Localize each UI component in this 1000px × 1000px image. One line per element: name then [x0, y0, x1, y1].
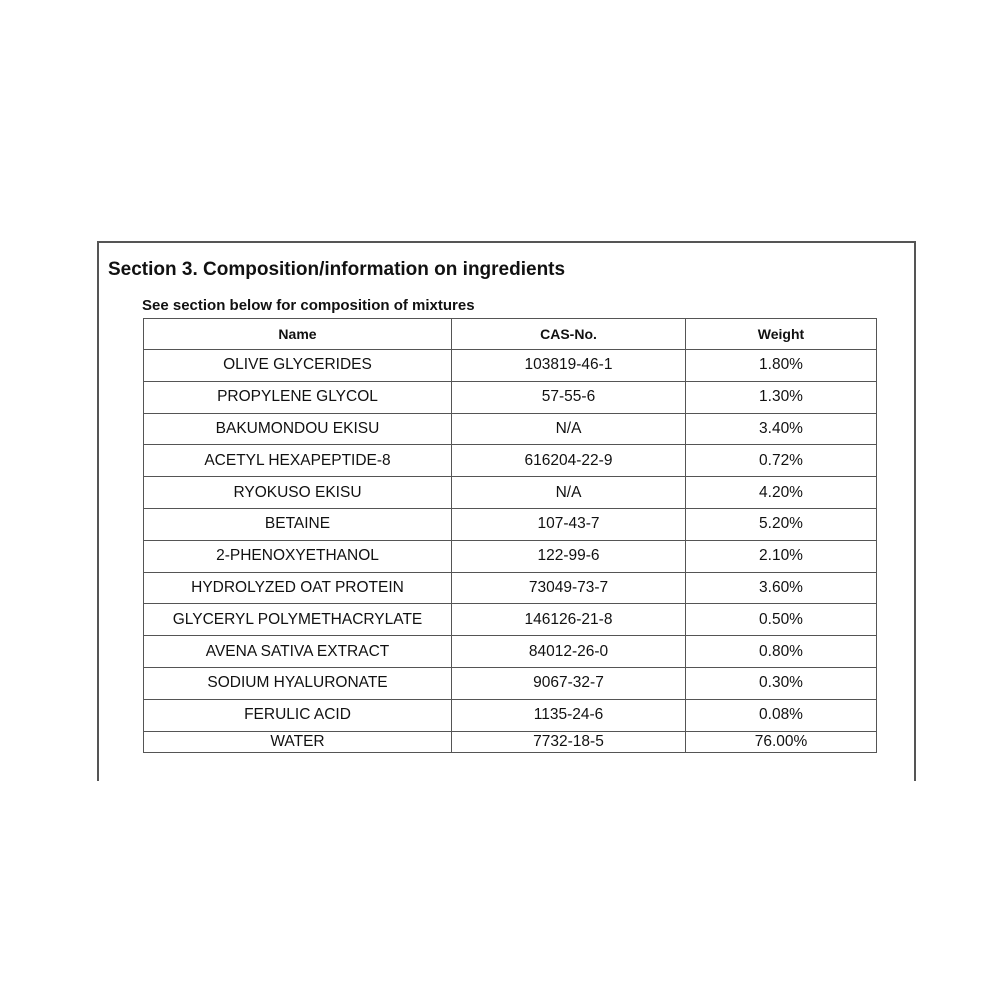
ingredient-name: GLYCERYL POLYMETHACRYLATE: [144, 604, 452, 636]
ingredient-name: WATER: [144, 731, 452, 752]
table-row: [144, 540, 877, 572]
ingredient-cas: 1135-24-6: [452, 699, 686, 731]
table-row: [144, 413, 877, 445]
table-header-row: [144, 319, 877, 350]
table-row: [144, 604, 877, 636]
ingredient-weight: 76.00%: [686, 731, 877, 752]
ingredient-weight: 0.80%: [686, 636, 877, 668]
ingredient-weight: 0.72%: [686, 445, 877, 477]
table-row: [144, 636, 877, 668]
ingredient-cas: 7732-18-5: [452, 731, 686, 752]
column-header-weight: Weight: [686, 319, 877, 350]
section-title: Section 3. Composition/information on ingredients: [108, 259, 566, 280]
composition-table: [143, 318, 877, 753]
ingredient-cas: N/A: [452, 413, 686, 445]
ingredient-name: AVENA SATIVA EXTRACT: [144, 636, 452, 668]
ingredient-name: OLIVE GLYCERIDES: [144, 350, 452, 382]
ingredient-weight: 0.50%: [686, 604, 877, 636]
table-row: [144, 667, 877, 699]
ingredient-weight: 4.20%: [686, 477, 877, 509]
table-row: [144, 350, 877, 382]
table-row: [144, 572, 877, 604]
ingredient-name: ACETYL HEXAPEPTIDE-8: [144, 445, 452, 477]
table-row: [144, 477, 877, 509]
ingredient-weight: 3.40%: [686, 413, 877, 445]
ingredient-name: BAKUMONDOU EKISU: [144, 413, 452, 445]
ingredient-cas: 122-99-6: [452, 540, 686, 572]
ingredient-weight: 0.30%: [686, 667, 877, 699]
ingredient-cas: 616204-22-9: [452, 445, 686, 477]
ingredient-cas: 146126-21-8: [452, 604, 686, 636]
table-row: [144, 508, 877, 540]
ingredient-weight: 3.60%: [686, 572, 877, 604]
ingredient-name: BETAINE: [144, 508, 452, 540]
ingredient-cas: 73049-73-7: [452, 572, 686, 604]
ingredient-weight: 2.10%: [686, 540, 877, 572]
ingredient-cas: 9067-32-7: [452, 667, 686, 699]
ingredient-weight: 1.30%: [686, 381, 877, 413]
ingredient-name: RYOKUSO EKISU: [144, 477, 452, 509]
table-row: [144, 381, 877, 413]
ingredient-weight: 0.08%: [686, 699, 877, 731]
column-header-cas: CAS-No.: [452, 319, 686, 350]
composition-section: [97, 241, 916, 781]
ingredient-cas: 57-55-6: [452, 381, 686, 413]
ingredient-name: 2-PHENOXYETHANOL: [144, 540, 452, 572]
ingredient-name: HYDROLYZED OAT PROTEIN: [144, 572, 452, 604]
table-row: [144, 731, 877, 752]
ingredient-weight: 5.20%: [686, 508, 877, 540]
ingredient-name: FERULIC ACID: [144, 699, 452, 731]
ingredient-cas: 103819-46-1: [452, 350, 686, 382]
ingredient-weight: 1.80%: [686, 350, 877, 382]
table-row: [144, 699, 877, 731]
ingredient-cas: 84012-26-0: [452, 636, 686, 668]
ingredient-cas: 107-43-7: [452, 508, 686, 540]
ingredient-name: PROPYLENE GLYCOL: [144, 381, 452, 413]
ingredient-name: SODIUM HYALURONATE: [144, 667, 452, 699]
table-row: [144, 445, 877, 477]
column-header-name: Name: [144, 319, 452, 350]
section-subtitle: See section below for composition of mixtures: [142, 297, 475, 314]
ingredient-cas: N/A: [452, 477, 686, 509]
